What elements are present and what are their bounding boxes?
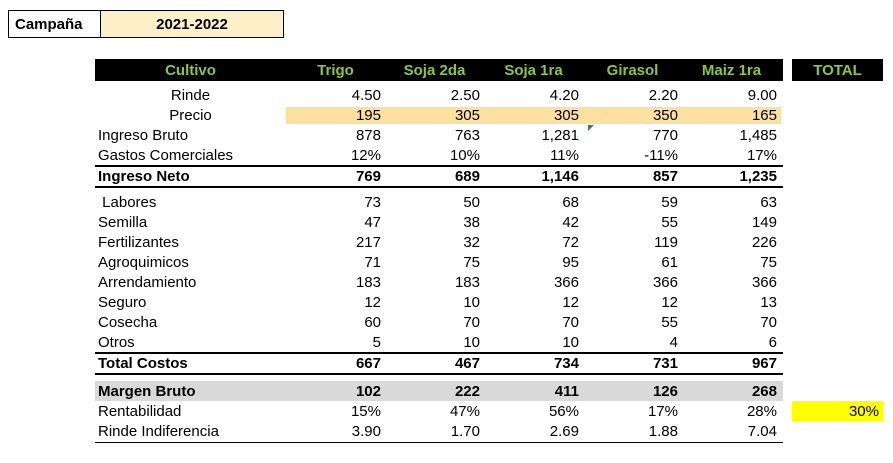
row-label[interactable]: Cosecha bbox=[98, 313, 158, 331]
cell[interactable]: 68 bbox=[562, 193, 579, 211]
header-soja2da[interactable]: Soja 2da bbox=[403, 61, 466, 79]
cell[interactable]: 366 bbox=[652, 273, 678, 291]
row-precio bbox=[95, 105, 783, 125]
cell[interactable]: 149 bbox=[751, 213, 777, 231]
cell[interactable]: 222 bbox=[454, 382, 480, 400]
header-total[interactable]: TOTAL bbox=[792, 59, 883, 81]
cell[interactable]: 1,281 bbox=[541, 126, 579, 144]
cell[interactable]: 72 bbox=[562, 233, 579, 251]
cell[interactable]: 769 bbox=[355, 167, 381, 185]
cell[interactable]: 60 bbox=[364, 313, 381, 331]
cell[interactable]: 75 bbox=[760, 253, 777, 271]
cell[interactable]: 13 bbox=[760, 293, 777, 311]
header-row bbox=[95, 59, 783, 81]
cell[interactable]: 4 bbox=[669, 333, 678, 351]
cell[interactable]: 366 bbox=[553, 273, 579, 291]
campana-value[interactable]: 2021-2022 bbox=[101, 11, 283, 37]
cell[interactable]: 55 bbox=[661, 313, 678, 331]
cell[interactable]: 63 bbox=[760, 193, 777, 211]
header-maiz1ra[interactable]: Maiz 1ra bbox=[701, 61, 762, 79]
row-label[interactable]: Rinde Indiferencia bbox=[98, 422, 219, 440]
cell[interactable]: 70 bbox=[562, 313, 579, 331]
cell[interactable]: 3.90 bbox=[351, 422, 381, 440]
cell[interactable]: 119 bbox=[654, 233, 678, 251]
cell[interactable]: 50 bbox=[463, 193, 480, 211]
cell[interactable]: 350 bbox=[583, 107, 682, 124]
row-label[interactable]: Otros bbox=[98, 333, 135, 351]
divider bbox=[95, 442, 783, 443]
cell[interactable]: 70 bbox=[463, 313, 480, 331]
cell[interactable]: 305 bbox=[484, 107, 583, 124]
divider bbox=[95, 373, 783, 375]
cell[interactable]: 183 bbox=[454, 273, 480, 291]
cell[interactable]: 731 bbox=[652, 354, 678, 372]
comment-indicator-icon bbox=[588, 125, 594, 131]
cell[interactable]: 38 bbox=[463, 213, 480, 231]
row-label[interactable]: Ingreso Neto bbox=[98, 167, 190, 185]
cell[interactable]: 411 bbox=[554, 382, 579, 400]
cell[interactable]: 6 bbox=[768, 333, 777, 351]
cell[interactable]: 95 bbox=[562, 253, 579, 271]
row-agroquimicos bbox=[95, 252, 783, 272]
divider bbox=[95, 186, 783, 188]
cell[interactable]: 305 bbox=[385, 107, 484, 124]
cell[interactable]: 195 bbox=[286, 107, 385, 124]
header-trigo[interactable]: Trigo bbox=[317, 61, 354, 79]
row-ingreso-neto bbox=[95, 166, 783, 186]
cell[interactable]: 667 bbox=[355, 354, 381, 372]
cell[interactable]: 734 bbox=[553, 354, 579, 372]
cell[interactable]: 7.04 bbox=[747, 422, 777, 440]
total-rentabilidad[interactable]: 30% bbox=[792, 401, 883, 421]
row-total-costos bbox=[95, 353, 783, 373]
cell[interactable]: 47% bbox=[449, 402, 480, 420]
row-rinde bbox=[95, 85, 783, 105]
row-cosecha bbox=[95, 312, 783, 332]
cell[interactable]: 102 bbox=[355, 382, 381, 400]
row-margen-bruto bbox=[95, 381, 783, 401]
cell[interactable]: 763 bbox=[454, 126, 480, 144]
cell[interactable]: 770 bbox=[652, 126, 678, 144]
cell[interactable]: 17% bbox=[746, 146, 777, 164]
cell[interactable]: 2.50 bbox=[450, 86, 480, 104]
row-seguro bbox=[95, 292, 783, 312]
row-label[interactable]: Arrendamiento bbox=[98, 273, 197, 291]
row-label[interactable]: Ingreso Bruto bbox=[98, 126, 189, 144]
cell[interactable]: 268 bbox=[751, 382, 777, 400]
cell[interactable]: 12 bbox=[661, 293, 678, 311]
cell[interactable]: 73 bbox=[364, 193, 381, 211]
cell[interactable]: 42 bbox=[562, 213, 579, 231]
cell[interactable]: 366 bbox=[751, 273, 777, 291]
cell[interactable]: 126 bbox=[652, 382, 678, 400]
row-label[interactable]: Rentabilidad bbox=[98, 402, 182, 420]
row-label[interactable]: Labores bbox=[98, 193, 157, 211]
cell[interactable]: 1,235 bbox=[739, 167, 777, 185]
cell[interactable]: 32 bbox=[463, 233, 480, 251]
row-label[interactable]: Semilla bbox=[98, 213, 148, 231]
cell[interactable]: 467 bbox=[454, 354, 480, 372]
cell[interactable]: 4.50 bbox=[351, 86, 381, 104]
cell[interactable]: 55 bbox=[661, 213, 678, 231]
cell[interactable]: 12% bbox=[350, 146, 381, 164]
row-labores bbox=[95, 192, 783, 212]
cell[interactable]: 59 bbox=[661, 193, 678, 211]
row-label[interactable]: Seguro bbox=[98, 293, 147, 311]
row-arrendamiento bbox=[95, 272, 783, 292]
cell[interactable]: 9.00 bbox=[747, 86, 777, 104]
cell[interactable]: 71 bbox=[364, 253, 381, 271]
cell[interactable]: 47 bbox=[364, 213, 381, 231]
header-soja1ra[interactable]: Soja 1ra bbox=[504, 61, 563, 79]
row-semilla bbox=[95, 212, 783, 232]
cell[interactable]: -11% bbox=[644, 146, 678, 164]
cell[interactable]: 17% bbox=[647, 402, 678, 420]
row-ingreso-bruto bbox=[95, 125, 783, 145]
header-girasol[interactable]: Girasol bbox=[606, 61, 659, 79]
row-label[interactable]: Margen Bruto bbox=[98, 382, 196, 400]
cell[interactable]: 4.20 bbox=[549, 86, 579, 104]
cell[interactable]: 10 bbox=[463, 293, 480, 311]
cell[interactable]: 165 bbox=[682, 107, 781, 124]
cell[interactable]: 70 bbox=[760, 313, 777, 331]
row-label[interactable]: Fertilizantes bbox=[98, 233, 179, 251]
row-otros bbox=[95, 332, 783, 352]
cell[interactable]: 75 bbox=[463, 253, 480, 271]
cell[interactable]: 1.88 bbox=[648, 422, 678, 440]
row-rentabilidad bbox=[95, 401, 783, 421]
row-label[interactable]: Agroquimicos bbox=[98, 253, 189, 271]
cell[interactable]: 28% bbox=[746, 402, 777, 420]
cell[interactable]: 967 bbox=[751, 354, 777, 372]
cell[interactable]: 1,485 bbox=[739, 126, 777, 144]
cell[interactable]: 2.20 bbox=[648, 86, 678, 104]
header-cultivo[interactable]: Cultivo bbox=[165, 61, 216, 79]
cell[interactable]: 61 bbox=[661, 253, 678, 271]
campana-label[interactable]: Campaña bbox=[9, 11, 101, 37]
cell[interactable]: 12 bbox=[364, 293, 381, 311]
row-label[interactable]: Gastos Comerciales bbox=[98, 146, 234, 164]
campana-box bbox=[8, 10, 284, 38]
cell[interactable]: 11% bbox=[550, 146, 579, 164]
cell[interactable]: 2.69 bbox=[549, 422, 579, 440]
row-fertilizantes bbox=[95, 232, 783, 252]
cell[interactable]: 217 bbox=[355, 233, 381, 251]
cell[interactable]: 12 bbox=[562, 293, 579, 311]
cell[interactable]: 226 bbox=[751, 233, 777, 251]
row-label[interactable]: Rinde bbox=[170, 86, 211, 104]
row-label[interactable]: Precio bbox=[169, 106, 212, 124]
cell[interactable]: 10 bbox=[463, 333, 480, 351]
cell[interactable]: 10% bbox=[449, 146, 480, 164]
cell[interactable]: 689 bbox=[454, 167, 480, 185]
cell[interactable]: 10 bbox=[562, 333, 579, 351]
cell[interactable]: 15% bbox=[350, 402, 381, 420]
cell[interactable]: 1,146 bbox=[541, 167, 579, 185]
row-gastos-comerciales bbox=[95, 145, 783, 165]
row-label[interactable]: Total Costos bbox=[98, 354, 188, 372]
cell[interactable]: 878 bbox=[355, 126, 381, 144]
cell[interactable]: 5 bbox=[372, 333, 381, 351]
cell[interactable]: 56% bbox=[548, 402, 579, 420]
cell[interactable]: 1.70 bbox=[450, 422, 480, 440]
row-rinde-indiferencia bbox=[95, 421, 783, 441]
cell[interactable]: 857 bbox=[652, 167, 678, 185]
cell[interactable]: 183 bbox=[355, 273, 381, 291]
